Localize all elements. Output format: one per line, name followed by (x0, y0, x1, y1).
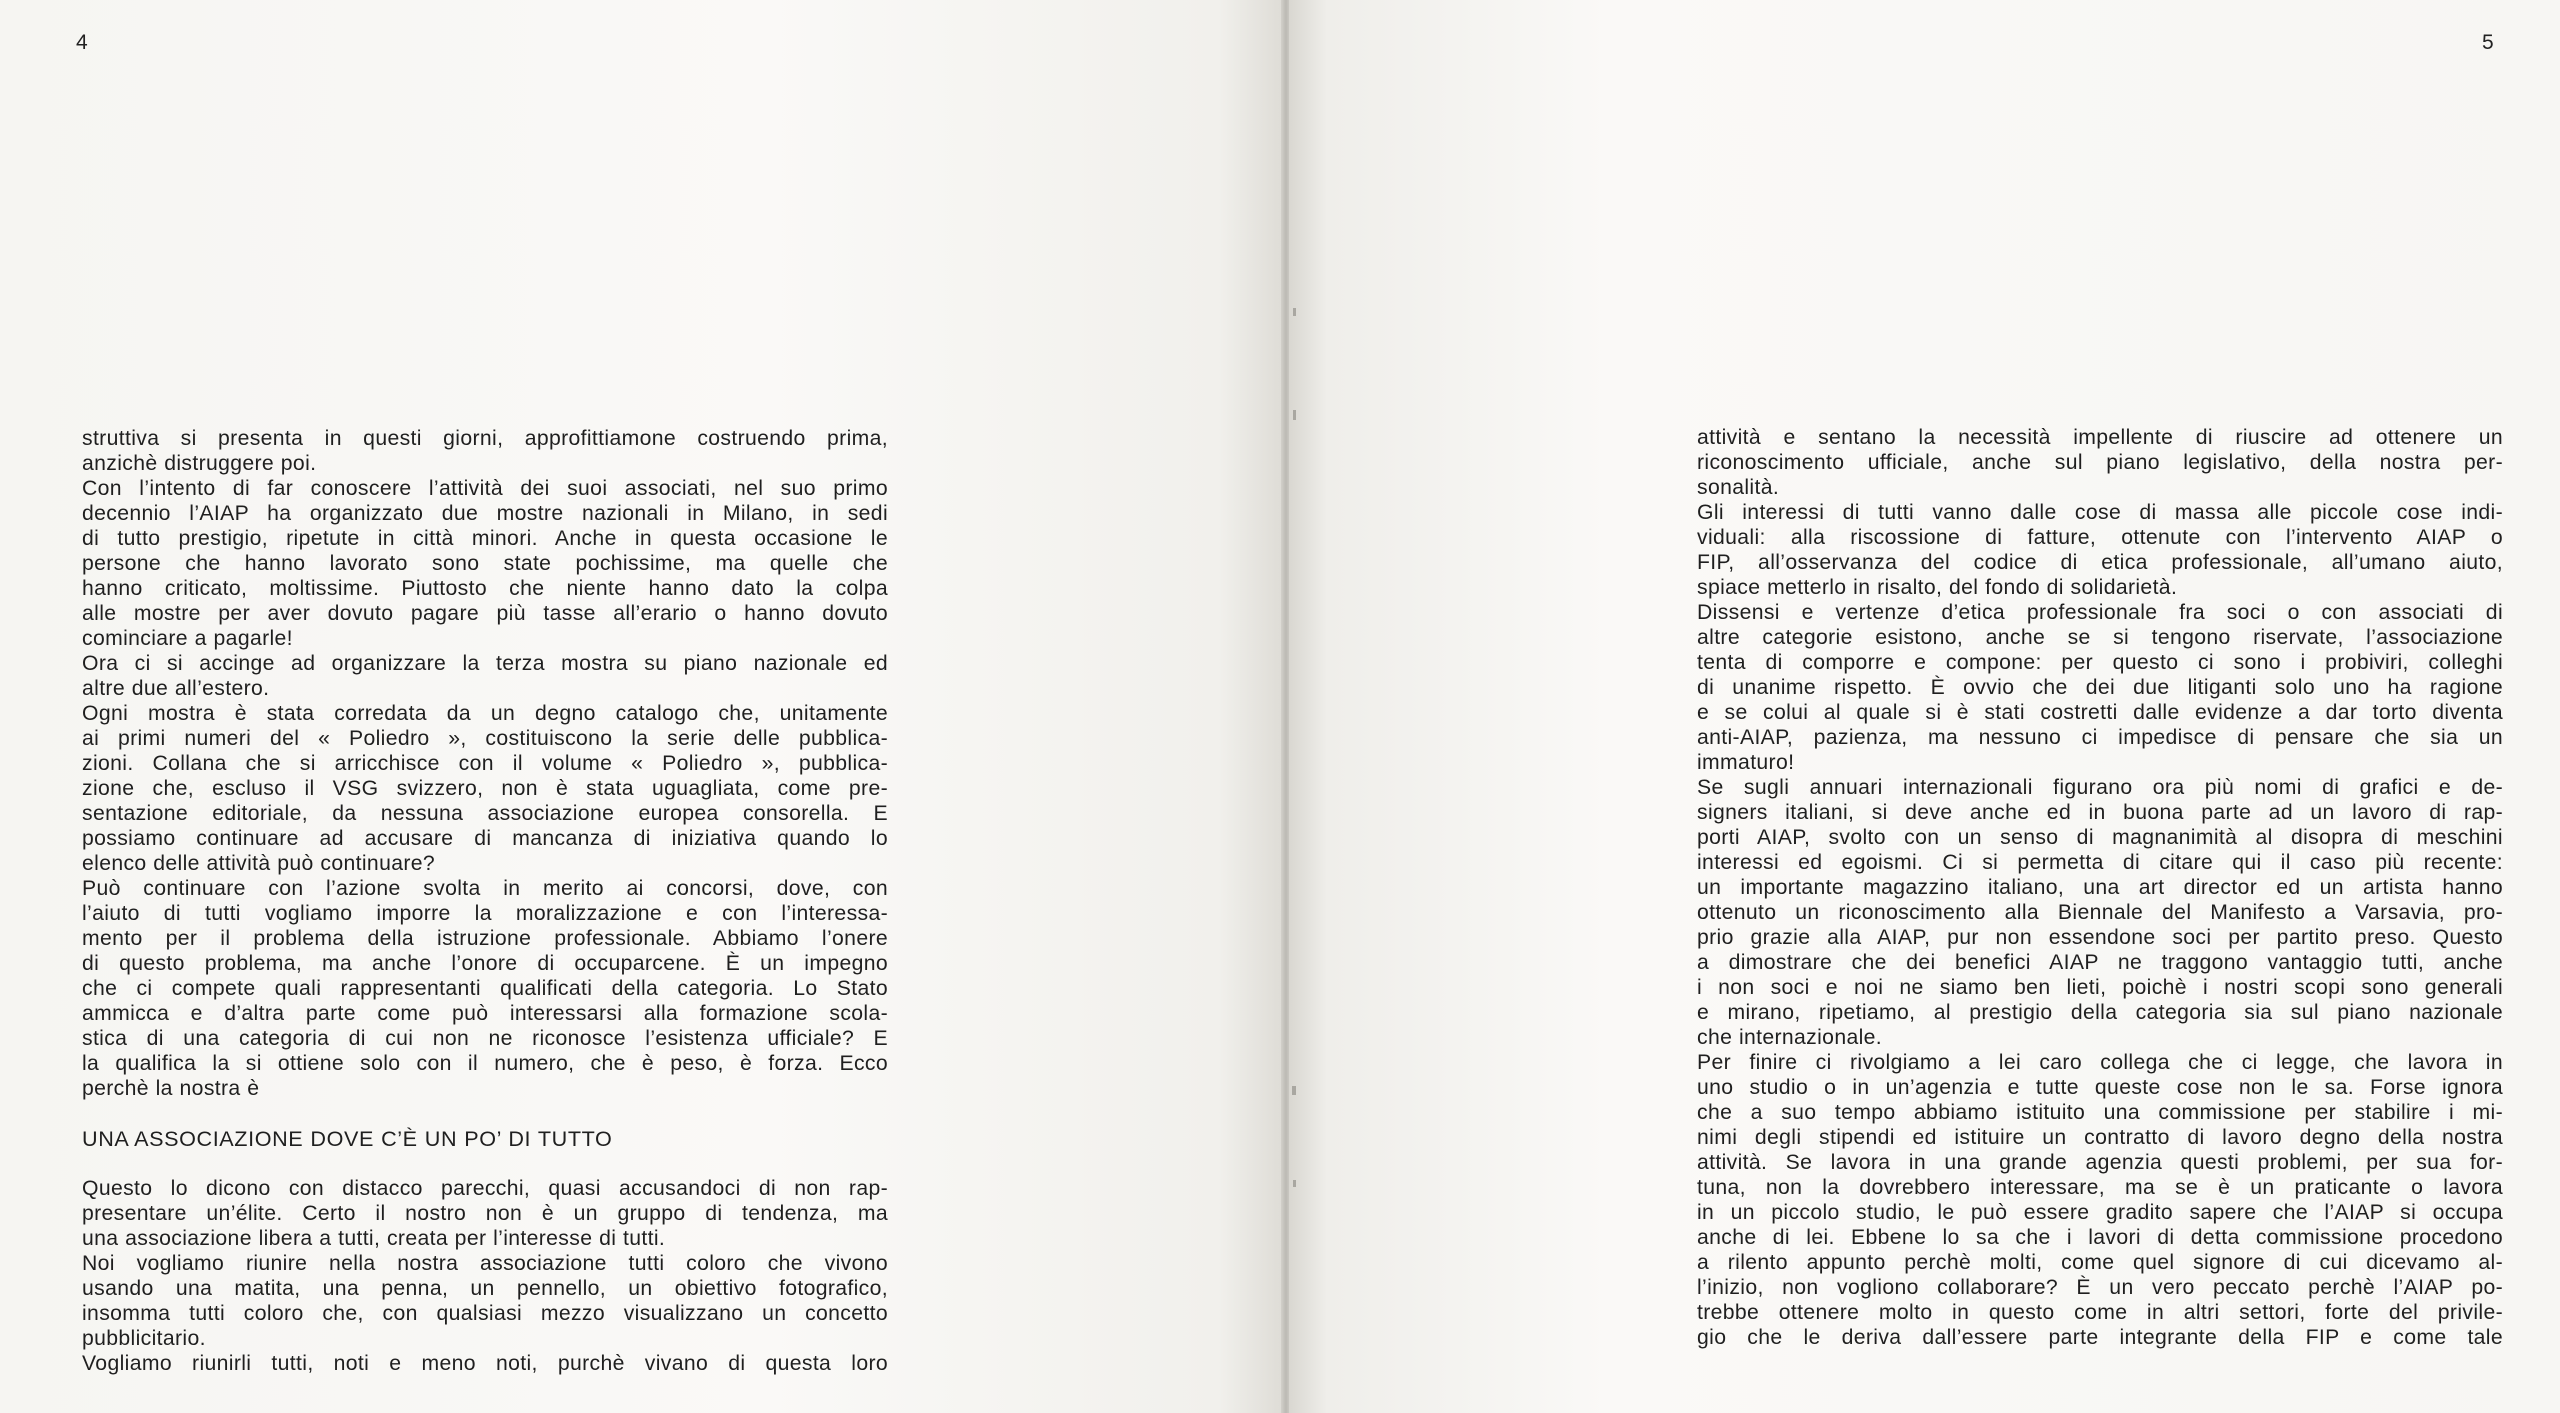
text-line: altre categorie esistono, anche se si tengono riservate, l’associazione (1697, 626, 2503, 649)
text-line: ai primi numeri del « Poliedro », costituiscono la serie delle pubblica- (82, 727, 888, 750)
text-line: anti-AIAP, pazienza, ma nessuno ci impedisce di pensare che sia un (1697, 726, 2503, 749)
text-line: Dissensi e vertenze d’etica professionale fra soci o con associati di (1697, 601, 2503, 624)
text-line: struttiva si presenta in questi giorni, approfittiamone costruendo prima, (82, 427, 888, 450)
text-line: zioni. Collana che si arricchisce con il volume « Poliedro », pubblica- (82, 752, 888, 775)
text-line: cominciare a pagarle! (82, 627, 293, 650)
text-line: alle mostre per aver dovuto pagare più tasse all’erario o hanno dovuto (82, 602, 888, 625)
text-line: e mirano, ripetiamo, al prestigio della categoria sia sul piano nazionale (1697, 1001, 2503, 1024)
text-line: Se sugli annuari internazionali figurano ora più nomi di grafici e de- (1697, 776, 2503, 799)
text-line: Noi vogliamo riunire nella nostra associazione tutti coloro che vivono (82, 1252, 888, 1275)
text-line: di tutto prestigio, ripetute in città minori. Anche in questa occasione le (82, 527, 888, 550)
binding-mark (1292, 1086, 1296, 1095)
text-line: zione che, escluso il VSG svizzero, non è stata uguagliata, come pre- (82, 777, 888, 800)
text-line: persone che hanno lavorato sono state pochissime, ma quelle che (82, 552, 888, 575)
text-line: Questo lo dicono con distacco parecchi, quasi accusandoci di non rap- (82, 1177, 888, 1200)
text-line: e se colui al quale si è stati costretti dalle evidenze a dar torto diventa (1697, 701, 2503, 724)
text-line: Con l’intento di far conoscere l’attività dei suoi associati, nel suo primo (82, 477, 888, 500)
text-line: signers italiani, si deve anche ed in buona parte ad un lavoro di rap- (1697, 801, 2503, 824)
text-line: mento per il problema della istruzione professionale. Abbiamo l’onere (82, 927, 888, 950)
binding-mark (1293, 410, 1296, 420)
text-line: sonalità. (1697, 476, 1780, 499)
text-line: hanno criticato, moltissime. Piuttosto che niente hanno dato la colpa (82, 577, 888, 600)
text-line: decennio l’AIAP ha organizzato due mostre nazionali in Milano, in sedi (82, 502, 888, 525)
text-line: FIP, all’osservanza del codice di etica professionale, all’umano aiuto, (1697, 551, 2503, 574)
right-paragraphs (1697, 425, 2503, 1350)
text-line: nimi degli stipendi ed istituire un contratto di lavoro degno della nostra (1697, 1126, 2503, 1149)
text-line: a rilento appunto perchè molti, come quel signore di cui dicevamo al- (1697, 1251, 2503, 1274)
text-line: insomma tutti coloro che, con qualsiasi mezzo visualizzano un concetto (82, 1302, 888, 1325)
text-line: Per finire ci rivolgiamo a lei caro collega che ci legge, che lavora in (1697, 1051, 2503, 1074)
text-line: altre due all’estero. (82, 677, 270, 700)
left-paragraphs (82, 426, 888, 1101)
text-line: Vogliamo riunirli tutti, noti e meno noti, purchè vivano di questa loro (82, 1352, 888, 1375)
text-line: l’inizio, non vogliono collaborare? È un vero peccato perchè l’AIAP po- (1697, 1276, 2503, 1299)
text-line: una associazione libera a tutti, creata per l’interesse di tutti. (82, 1227, 666, 1250)
text-line: tenta di comporre e compone: per questo ci sono i probiviri, colleghi (1697, 651, 2503, 674)
text-line: di questo problema, ma anche l’onore di occuparcene. È un impegno (82, 952, 888, 975)
page-number-right: 5 (2482, 31, 2494, 54)
text-line: sentazione editoriale, da nessuna associazione europea consorella. E (82, 802, 888, 825)
section-heading: UNA ASSOCIAZIONE DOVE C’È UN PO’ DI TUTTO (82, 1126, 613, 1151)
text-line: stica di una categoria di cui non ne riconosce l’esistenza ufficiale? E (82, 1027, 888, 1050)
text-line: riconoscimento ufficiale, anche sul piano legislativo, della nostra per- (1697, 451, 2503, 474)
text-line: anche di lei. Ebbene lo sa che i lavori di detta commissione procedono (1697, 1226, 2503, 1249)
text-line: uno studio o in un’agenzia e tutte queste cose non le sa. Forse ignora (1697, 1076, 2503, 1099)
text-line: un importante magazzino italiano, una art director ed un artista hanno (1697, 876, 2503, 899)
text-line: possiamo continuare ad accusare di mancanza di iniziativa quando lo (82, 827, 888, 850)
binding-mark (1293, 1180, 1296, 1187)
text-line: prio grazie alla AIAP, pur non essendone soci per partito preso. Questo (1697, 926, 2503, 949)
text-line: la qualifica la si ottiene solo con il numero, che è peso, è forza. Ecco (82, 1052, 888, 1075)
text-line: di unanime rispetto. È ovvio che dei due litiganti solo uno ha ragione (1697, 676, 2503, 699)
page-number-left: 4 (76, 31, 88, 54)
text-line: che internazionale. (1697, 1026, 1883, 1049)
text-line: ammicca e d’altra parte come può interessarsi alla formazione scola- (82, 1002, 888, 1025)
text-line: trebbe ottenere molto in questo come in altri settori, forte del privile- (1697, 1301, 2503, 1324)
text-line: Ora ci si accinge ad organizzare la terza mostra su piano nazionale ed (82, 652, 888, 675)
text-line: elenco delle attività può continuare? (82, 852, 436, 875)
text-line: anzichè distruggere poi. (82, 452, 317, 475)
text-line: che a suo tempo abbiamo istituito una commissione per stabilire i mi- (1697, 1101, 2503, 1124)
text-line: immaturo! (1697, 751, 1795, 774)
text-line: Può continuare con l’azione svolta in merito ai concorsi, dove, con (82, 877, 888, 900)
text-line: l’aiuto di tutti vogliamo imporre la moralizzazione e con l’interessa- (82, 902, 888, 925)
left-paragraphs-after-heading (82, 1176, 888, 1376)
text-line: attività. Se lavora in una grande agenzia questi problemi, per sua for- (1697, 1151, 2503, 1174)
text-line: presentare un’élite. Certo il nostro non è un gruppo di tendenza, ma (82, 1202, 888, 1225)
right-text-column (1697, 425, 2503, 1350)
text-line: i non soci e noi ne siamo ben lieti, poichè i nostri scopi sono generali (1697, 976, 2503, 999)
text-line: Ogni mostra è stata corredata da un degno catalogo che, unitamente (82, 702, 888, 725)
text-line: in un piccolo studio, le può essere gradito sapere che l’AIAP si occupa (1697, 1201, 2503, 1224)
text-line: Gli interessi di tutti vanno dalle cose di massa alle piccole cose indi- (1697, 501, 2503, 524)
text-line: ottenuto un riconoscimento alla Biennale del Manifesto a Varsavia, pro- (1697, 901, 2503, 924)
text-line: usando una matita, una penna, un pennello, un obiettivo fotografico, (82, 1277, 888, 1300)
left-text-column (82, 426, 888, 1376)
text-line: spiace metterlo in risalto, del fondo di solidarietà. (1697, 576, 2178, 599)
binding-mark (1293, 308, 1296, 316)
text-line: a dimostrare che dei benefici AIAP ne traggono vantaggio tutti, anche (1697, 951, 2503, 974)
text-line: interessi ed egoismi. Ci si permetta di citare qui il caso più recente: (1697, 851, 2503, 874)
text-line: viduali: alla riscossione di fatture, ottenute con l’intervento AIAP o (1697, 526, 2503, 549)
text-line: perchè la nostra è (82, 1077, 260, 1100)
text-line: gio che le deriva dall’essere parte integrante della FIP e come tale (1697, 1326, 2503, 1349)
text-line: attività e sentano la necessità impellente di riuscire ad ottenere un (1697, 426, 2503, 449)
text-line: porti AIAP, svolto con un senso di magnanimità al disopra di meschini (1697, 826, 2503, 849)
text-line: tuna, non la dovrebbero interessare, ma se è un praticante o lavora (1697, 1176, 2503, 1199)
text-line: che ci compete quali rappresentanti qualificati della categoria. Lo Stato (82, 977, 888, 1000)
text-line: pubblicitario. (82, 1327, 206, 1350)
